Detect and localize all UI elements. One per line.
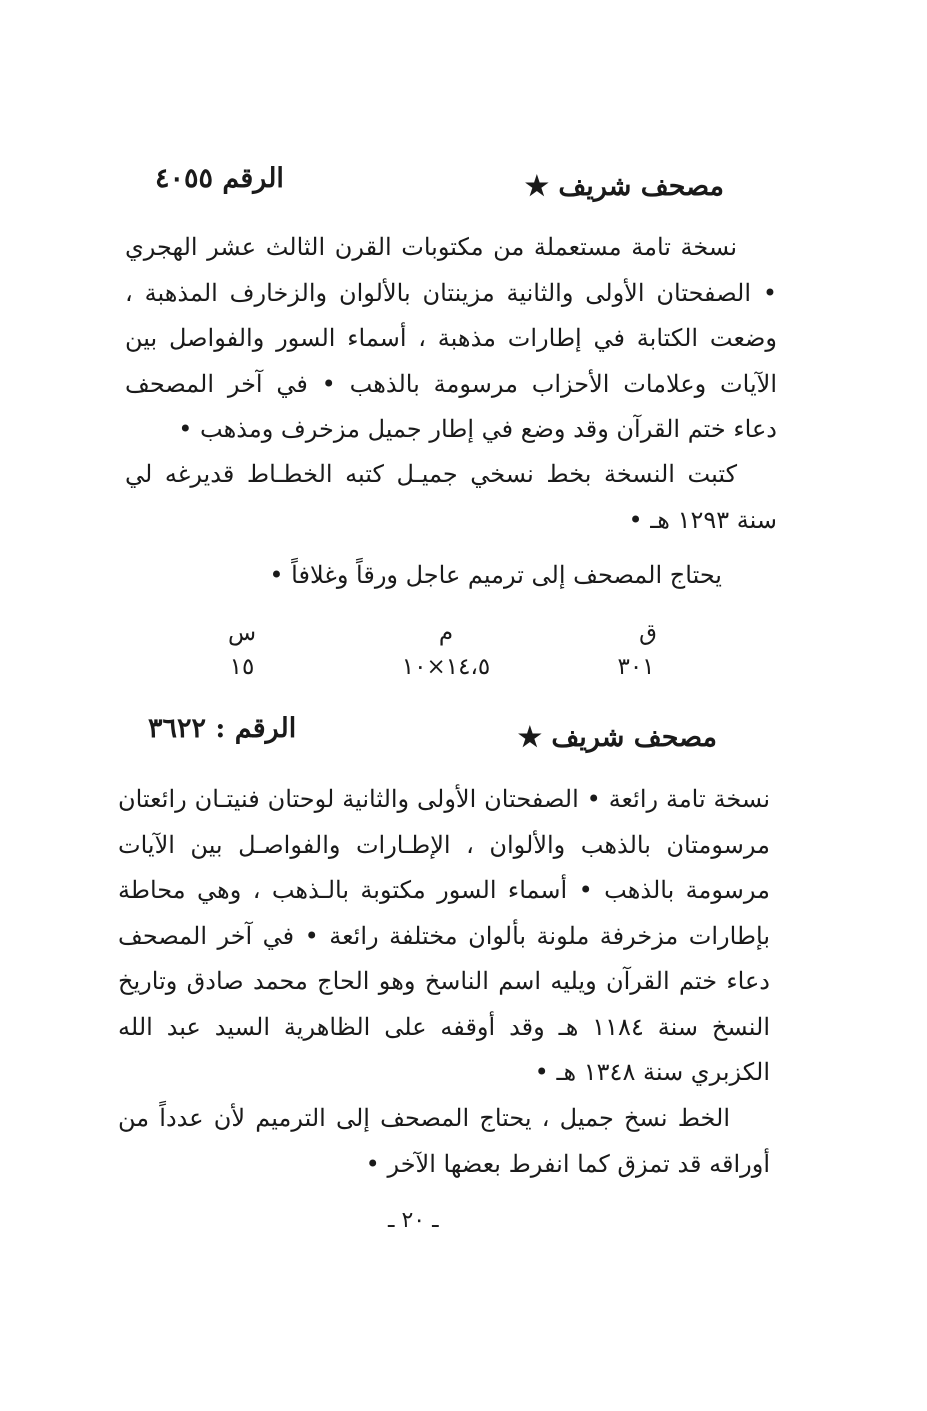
entry-2-description: نسخة تامة رائعة • الصفحتان الأولى والثانية لوحتان فنيتـان رائعتان مرسومتان بالذهب والألوان ، الإطـارات والفواصـل بين الآيات مرسومة بالذهب • أسماء السور مكتوبة بالـذهب ، وهي محاطة بإطارات مزخرفة ملونة بألوان مختلفة رائعة • في آخر المصحف دعاء ختم القرآن ويليه اسم الناسخ وهو الحاج محمد صادق وتاريخ النسخ سنة ١١٨٤ هـ وقد أوقفه على الظاهرية السيد عبد الله الكزبري سنة ١٣٤٨ هـ • xyxy=(118,785,771,1086)
entry-1-description: نسخة تامة مستعملة من مكتوبات القرن الثالث عشر الهجري • الصفحتان الأولى والثانية مزينتان بالألوان والزخارف المذهبة ، وضعت الكتابة في إطارات مذهبة ، أسماء السور والفواصل بين الآيات وعلامات الأحزاب مرسومة بالذهب • في آخر المصحف دعاء ختم القرآن وقد وضع في إطار جميل مزخرف ومذهب • xyxy=(125,233,777,443)
entry-2-condition: الخط نسخ جميل ، يحتاج المصحف إلى الترميم لأن عدداً من أوراقه قد تمزق كما انفرط بعضها الآخر • xyxy=(118,1104,770,1178)
measure-header-lines: س xyxy=(227,620,257,646)
measure-header-leaves: ق xyxy=(639,620,657,646)
measure-value-size xyxy=(366,656,526,679)
page-number: ـ ٢٠ ـ xyxy=(388,1208,439,1233)
measure-header-size: م xyxy=(438,620,454,646)
measure-value-size-text: ١٤،٥×١٠ xyxy=(401,654,491,680)
entry-1-title: مصحف شريف ★ xyxy=(524,171,724,202)
entry-1-number: الرقم ٤٠٥٥ xyxy=(155,163,284,194)
entry-2-number: الرقم : ٣٦٢٢ xyxy=(148,713,297,744)
measure-value-lines: ١٥ xyxy=(229,654,255,680)
entry-1-condition: يحتاج المصحف إلى ترميم عاجل ورقاً وغلافاً • xyxy=(269,561,722,589)
measure-value-leaves: ٣٠١ xyxy=(617,654,655,680)
entry-2-title: مصحف شريف ★ xyxy=(517,722,717,753)
entry-1-scribe: كتبت النسخة بخط نسخي جميـل كتبه الخطـاط قديرغه لي سنة ١٢٩٣ هـ • xyxy=(125,460,777,534)
